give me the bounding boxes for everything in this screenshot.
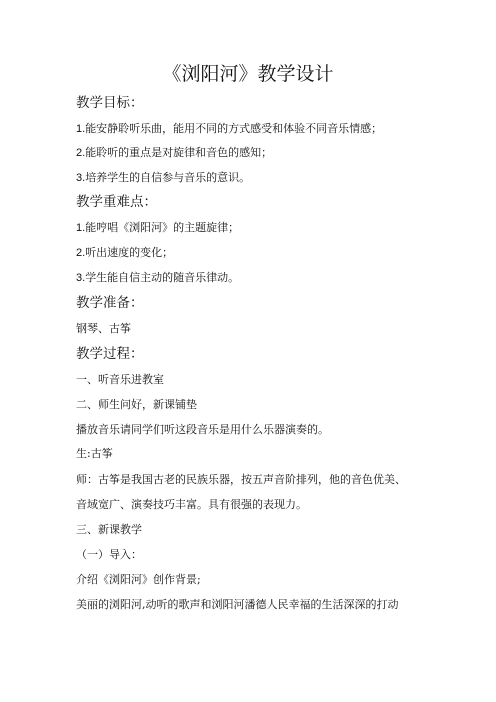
section-heading-process: 教学过程： (76, 346, 144, 362)
key-point-text: 学生能自信主动的随音乐律动。 (85, 271, 240, 284)
process-line: 音域宽广、演奏技巧丰富。具有很强的表现力。 (76, 498, 307, 511)
goal-item-text: 能安静聆听乐曲，能用不同的方式感受和体验不同音乐情感； (85, 122, 383, 135)
process-line: 二、师生问好，新课铺垫 (76, 398, 197, 411)
section-heading-goals: 教学目标： (76, 95, 144, 111)
key-point-item-1 (76, 220, 476, 236)
process-line: 美丽的浏阳河,动听的歌声和浏阳河潘德人民幸福的生活深深的打动 (76, 598, 399, 611)
process-line: 播放音乐请同学们听这段音乐是用什么乐器演奏的。 (76, 423, 329, 436)
process-line: 生:古筝 (76, 447, 113, 460)
key-point-number: 3. (76, 272, 86, 284)
key-point-item-2 (76, 245, 476, 261)
key-point-item-3 (76, 270, 476, 286)
prep-text: 钢琴、古筝 (76, 322, 131, 335)
goal-item-text: 能聆听的重点是对旋律和音色的感知； (85, 146, 273, 159)
process-line: （一）导入： (76, 548, 142, 561)
process-line: 师：古筝是我国古老的民族乐器，按五声音阶排列，他的音色优美、 (76, 473, 406, 486)
goal-item-1 (76, 121, 476, 137)
process-line: 一、听音乐进教室 (76, 373, 164, 386)
process-line: 三、新课教学 (76, 523, 142, 536)
key-point-text: 能哼唱《浏阳河》的主题旋律； (85, 221, 240, 234)
goal-item-number: 2. (76, 147, 86, 159)
goal-item-number: 3. (76, 172, 86, 184)
process-line: 介绍《浏阳河》创作背景; (76, 573, 201, 586)
key-point-number: 2. (76, 247, 86, 259)
key-point-text: 听出速度的变化； (85, 246, 174, 259)
key-point-number: 1. (76, 222, 86, 234)
goal-item-number: 1. (76, 123, 86, 135)
goal-item-2 (76, 145, 476, 161)
section-heading-prep: 教学准备： (76, 295, 144, 311)
page-title: 《浏阳河》教学设计 (162, 63, 334, 85)
goal-item-text: 培养学生的自信参与音乐的意识。 (85, 171, 251, 184)
goal-item-3 (76, 170, 476, 186)
section-heading-key-points: 教学重难点： (76, 194, 157, 210)
